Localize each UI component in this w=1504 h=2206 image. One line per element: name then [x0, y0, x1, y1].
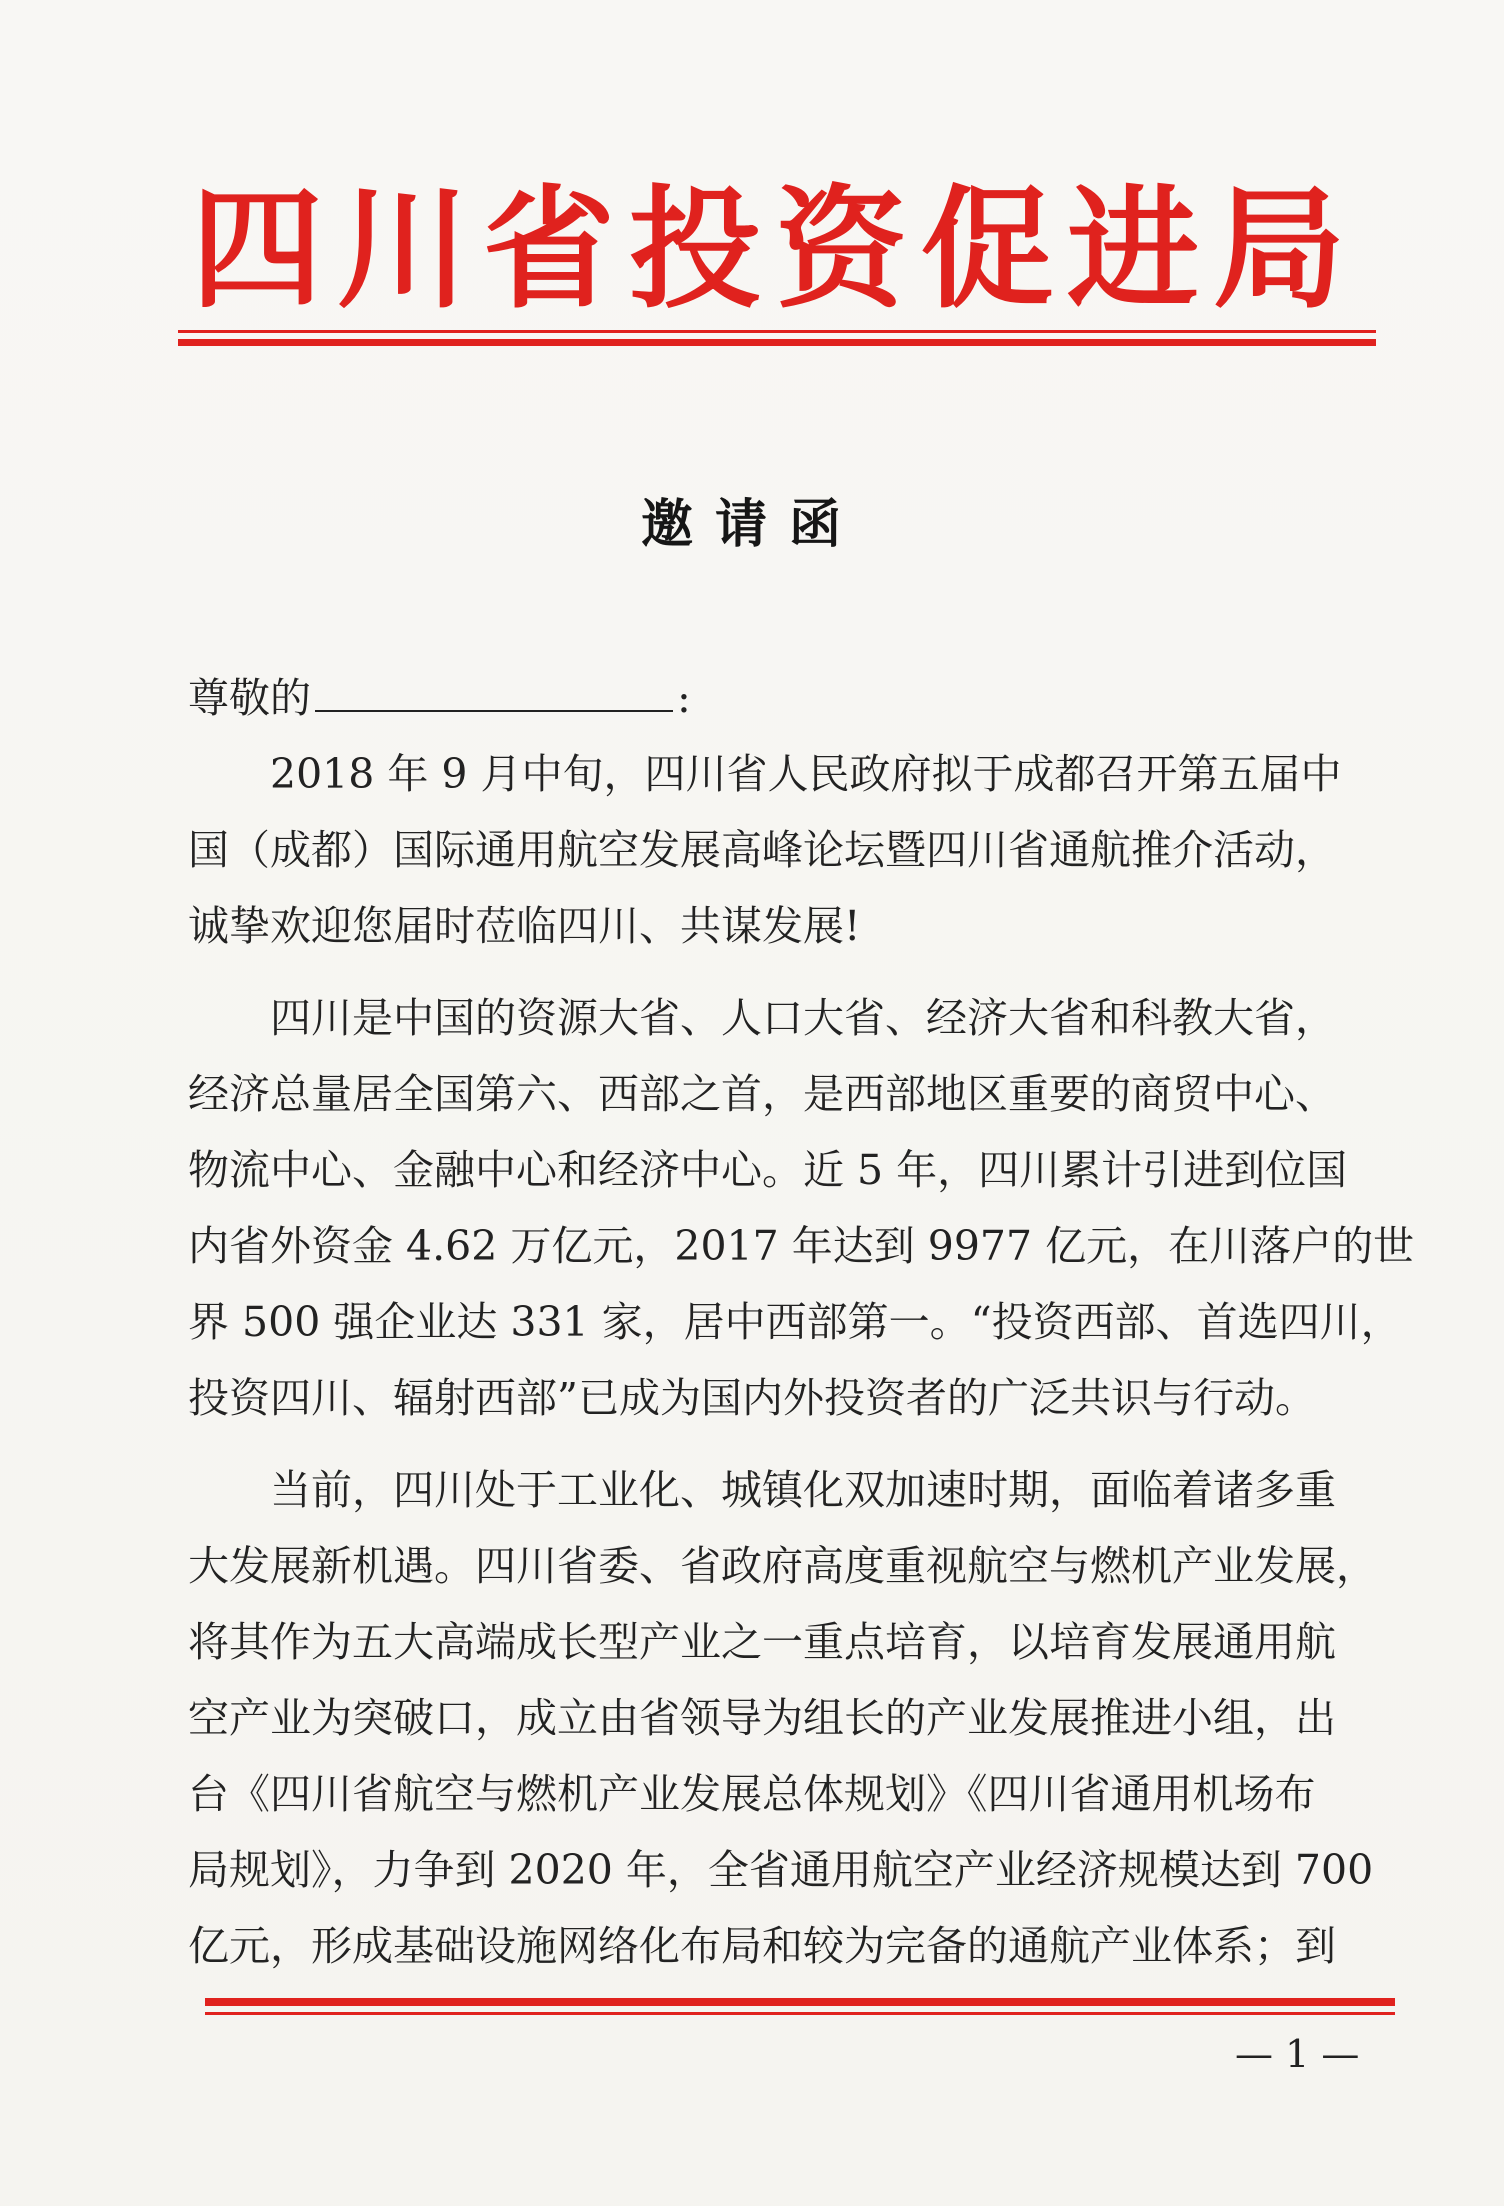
paragraph-gap: [188, 1436, 1388, 1452]
paragraph-1-line: 诚挚欢迎您届时莅临四川、共谋发展!: [188, 902, 861, 950]
paragraph-3-line: 将其作为五大高端成长型产业之一重点培育，以培育发展通用航: [188, 1618, 1336, 1666]
paragraph-3-line: 空产业为突破口，成立由省领导为组长的产业发展推进小组，出: [188, 1694, 1336, 1742]
paragraph-3-line: 局规划》，力争到 2020 年，全省通用航空产业经济规模达到 700: [188, 1846, 1374, 1894]
letterhead-rule-thin: [178, 330, 1376, 333]
page-number: — 1 —: [1235, 2032, 1360, 2076]
paragraph-2-line: 内省外资金 4.62 万亿元，2017 年达到 9977 亿元，在川落户的世: [188, 1222, 1415, 1270]
paragraph-2-line: 四川是中国的资源大省、人口大省、经济大省和科教大省，: [270, 994, 1336, 1042]
recipient-blank: [315, 670, 673, 712]
paragraph-gap: [188, 964, 1388, 980]
paragraph-2-line: 经济总量居全国第六、西部之首，是西部地区重要的商贸中心、: [188, 1070, 1336, 1118]
letterhead-org-name: 四川省投资促进局: [191, 173, 1359, 327]
footer-rule-thick: [205, 1998, 1395, 2006]
paragraph-2-line: 物流中心、金融中心和经济中心。近 5 年，四川累计引进到位国: [188, 1146, 1348, 1194]
paragraph-3-line: 当前，四川处于工业化、城镇化双加速时期，面临着诸多重: [270, 1466, 1336, 1514]
letterhead-rule-thick: [178, 339, 1376, 346]
paragraph-1-line: 2018 年 9 月中旬，四川省人民政府拟于成都召开第五届中: [270, 750, 1342, 798]
paragraph-2-line: 投资四川、辐射西部”已成为国内外投资者的广泛共识与行动。: [188, 1374, 1316, 1422]
salutation-prefix: 尊敬的: [188, 674, 311, 722]
letter-body: [188, 660, 1415, 1984]
paragraph-3-line: 亿元，形成基础设施网络化布局和较为完备的通航产业体系；到: [188, 1922, 1336, 1970]
salutation-suffix: :: [677, 674, 691, 722]
footer-rule-thin: [205, 2012, 1395, 2015]
paragraph-2-line: 界 500 强企业达 331 家，居中西部第一。“投资西部、首选四川，: [188, 1298, 1402, 1346]
salutation: [188, 660, 1388, 736]
paragraph-1-line: 国（成都）国际通用航空发展高峰论坛暨四川省通航推介活动，: [188, 826, 1336, 874]
document-title: 邀请函: [640, 494, 863, 555]
paragraph-3-line: 台《四川省航空与燃机产业发展总体规划》《四川省通用机场布: [188, 1770, 1316, 1818]
paragraph-3-line: 大发展新机遇。四川省委、省政府高度重视航空与燃机产业发展，: [188, 1542, 1377, 1590]
